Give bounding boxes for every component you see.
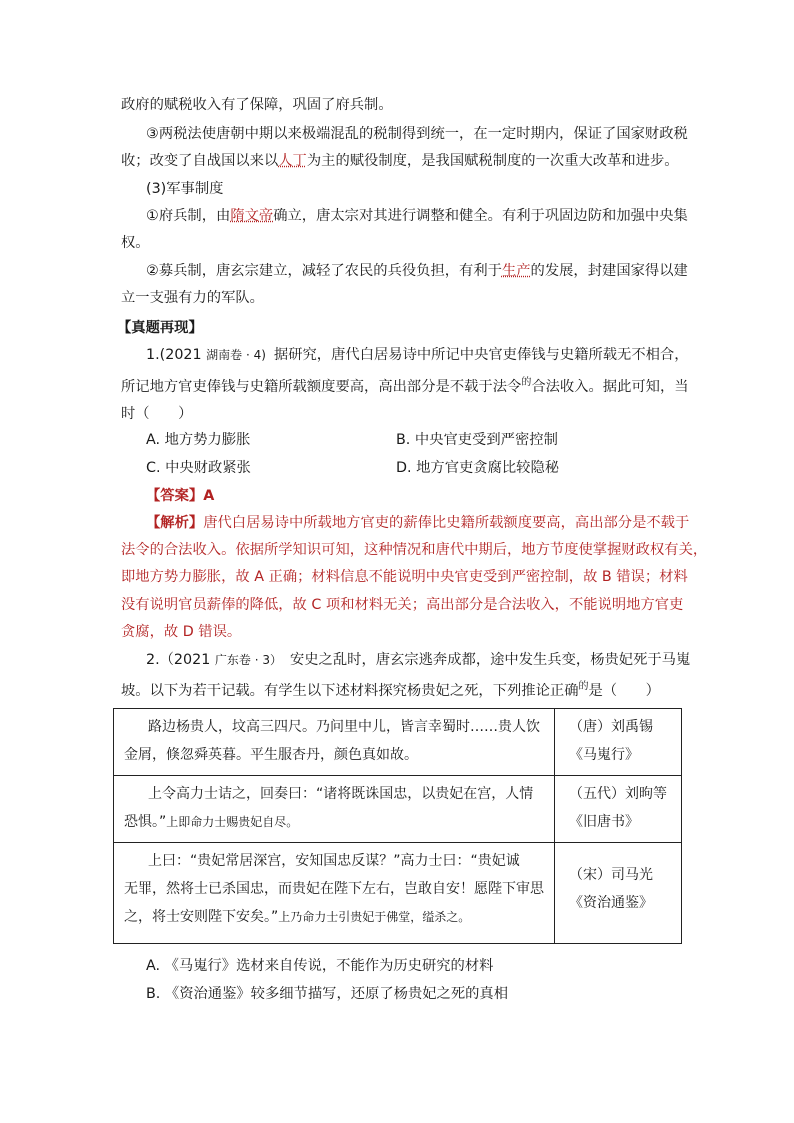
paragraph-tax-result bbox=[121, 95, 393, 115]
quote-note: 上乃命力士引贵妃于佛堂，缢杀之。 bbox=[278, 910, 471, 924]
source-title: 《旧唐书》 bbox=[569, 814, 639, 830]
question-text: 合法收入。据此可知，当 bbox=[531, 379, 689, 395]
paragraph-fubing bbox=[146, 206, 688, 226]
q1-analysis-line1 bbox=[146, 513, 689, 533]
source-cell bbox=[555, 709, 682, 776]
paragraph-text: ③两税法使唐朝中期以来极端混乱的税制得到统一，在一定时期内，保证了国家财政税 bbox=[146, 126, 688, 142]
paragraph-text: 确立，唐太宗对其进行调整和健全。有利于巩固边防和加强中央集 bbox=[273, 208, 688, 224]
source-title: 《资治通鉴》 bbox=[569, 895, 653, 911]
quote-cell bbox=[114, 709, 555, 776]
highlighted-term: 隋文帝 bbox=[230, 208, 274, 224]
highlighted-term: 人丁 bbox=[278, 153, 307, 169]
paragraph-two-tax-law-cont bbox=[121, 151, 679, 171]
q1-option-d: D. 地方官吏贪腐比较隐秘 bbox=[396, 460, 560, 476]
quote-line: 恐惧。” bbox=[124, 814, 167, 830]
source-table bbox=[113, 708, 682, 944]
question-text: 据研究，唐代白居易诗中所记中央官吏俸钱与史籍所载无不相合， bbox=[273, 347, 689, 363]
paragraph-text: ②募兵制，唐玄宗建立，减轻了农民的兵役负担，有利于 bbox=[146, 263, 502, 279]
q1-analysis-line3: 即地方势力膨胀，故 A 正确；材料信息不能说明中央官吏受到严密控制，故 B 错误；材料 bbox=[121, 569, 688, 585]
q1-analysis-line5: 贪腐，故 D 错误。 bbox=[121, 624, 242, 640]
q1-option-a: A. 地方势力膨胀 bbox=[146, 432, 251, 448]
paragraph-mubing-cont bbox=[121, 288, 264, 308]
question-text: 安史之乱时，唐玄宗逃奔成都，途中发生兵变，杨贵妃死于马嵬 bbox=[289, 652, 691, 668]
q1-analysis-line2: 法令的合法收入。依据所学知识可知，这种情况和唐代中期后，地方节度使掌握财政权有关， bbox=[121, 542, 708, 558]
section-title: 【真题再现】 bbox=[117, 320, 203, 336]
question-source: 广东卷 · 3） bbox=[214, 653, 282, 667]
source-author: （宋）司马光 bbox=[569, 867, 653, 883]
quote-cell bbox=[114, 776, 555, 843]
highlighted-term: 生产 bbox=[501, 263, 531, 279]
q1-analysis-line4: 没有说明官员薪俸的降低，故 C 项和材料无关；高出部分是合法收入，不能说明地方官吏 bbox=[121, 597, 684, 613]
table-row bbox=[114, 709, 682, 776]
q1-answer bbox=[146, 486, 214, 506]
paragraph-mubing bbox=[146, 261, 688, 281]
source-cell bbox=[555, 843, 682, 944]
quote-line: 路边杨贵人，坟高三四尺。乃问里中儿，皆言幸蜀时……贵人饮 bbox=[148, 719, 540, 735]
q1-option-c: C. 中央财政紧张 bbox=[146, 460, 251, 476]
q1-stem-line1 bbox=[146, 345, 689, 365]
quote-note: 上即命力士赐贵妃自尽。 bbox=[166, 815, 299, 829]
analysis-text: 唐代白居易诗中所载地方官吏的薪俸比史籍所载额度要高，高出部分是不载于 bbox=[203, 515, 690, 531]
q2-option-a: A. 《马嵬行》选材来自传说，不能作为历史研究的材料 bbox=[146, 958, 494, 974]
question-text: 所记地方官吏俸钱与史籍所载额度要高，高出部分是不载于法令 bbox=[121, 379, 522, 395]
paragraph-text: 立一支强有力的军队。 bbox=[121, 290, 264, 306]
paragraph-text: 收；改变了自战国以来以 bbox=[121, 153, 279, 169]
paragraph-text: 为主的赋役制度，是我国赋税制度的一次重大改革和进步。 bbox=[306, 153, 679, 169]
quote-line: 上令高力士诘之，回奏曰：“诸将既诛国忠，以贵妃在宫，人情 bbox=[148, 786, 534, 802]
answer-label: 【答案】 bbox=[146, 488, 204, 504]
quote-cell bbox=[114, 843, 555, 944]
quote-line: 上曰：“贵妃常居深宫，安知国忠反谋？”高力士曰：“贵妃诚 bbox=[148, 853, 520, 869]
question-source: 湖南卷 · 4) bbox=[206, 348, 266, 362]
answer-value: A bbox=[203, 488, 215, 504]
paragraph-text: 政府的赋税收入有了保障，巩固了府兵制。 bbox=[121, 97, 393, 113]
source-author: （唐）刘禹锡 bbox=[569, 719, 653, 735]
paragraph-text: ①府兵制，由 bbox=[146, 208, 231, 224]
q1-stem-line3: 时（ ） bbox=[121, 406, 193, 422]
source-author: （五代）刘昫等 bbox=[569, 786, 667, 802]
q2-stem-line1 bbox=[146, 650, 690, 670]
quote-line: 无罪，然将士已杀国忠，而贵妃在陛下左右，岂敢自安！愿陛下审思 bbox=[124, 881, 544, 897]
quote-line: 金屑，倏忽舜英暮。平生服杏丹，颜色真如故。 bbox=[124, 747, 418, 763]
source-cell bbox=[555, 776, 682, 843]
question-text: 是（ ） bbox=[588, 683, 660, 699]
superscript-char: 的 bbox=[521, 377, 532, 388]
table-row bbox=[114, 776, 682, 843]
q1-option-b: B. 中央官吏受到严密控制 bbox=[396, 432, 558, 448]
q1-stem-line2 bbox=[121, 377, 689, 399]
paragraph-text: 的发展，封建国家得以建 bbox=[530, 263, 688, 279]
question-number: 2.（2021 bbox=[146, 652, 211, 668]
quote-line: 之，将士安则陛下安矣。” bbox=[124, 909, 279, 925]
heading-military-system bbox=[146, 179, 223, 199]
paragraph-fubing-cont bbox=[121, 233, 150, 253]
subheading-text: (3)军事制度 bbox=[146, 181, 224, 197]
source-title: 《马嵬行》 bbox=[569, 747, 639, 763]
q2-option-b: B. 《资治通鉴》较多细节描写，还原了杨贵妃之死的真相 bbox=[146, 986, 509, 1002]
question-number: 1.(2021 bbox=[146, 347, 202, 363]
paragraph-two-tax-law bbox=[146, 124, 688, 144]
q2-stem-line2 bbox=[121, 681, 660, 703]
paragraph-text: 权。 bbox=[121, 235, 150, 251]
question-text: 坡。以下为若干记载。有学生以下述材料探究杨贵妃之死，下列推论正确 bbox=[121, 683, 579, 699]
superscript-char: 的 bbox=[578, 681, 589, 692]
table-row bbox=[114, 843, 682, 944]
analysis-label: 【解析】 bbox=[146, 515, 204, 531]
